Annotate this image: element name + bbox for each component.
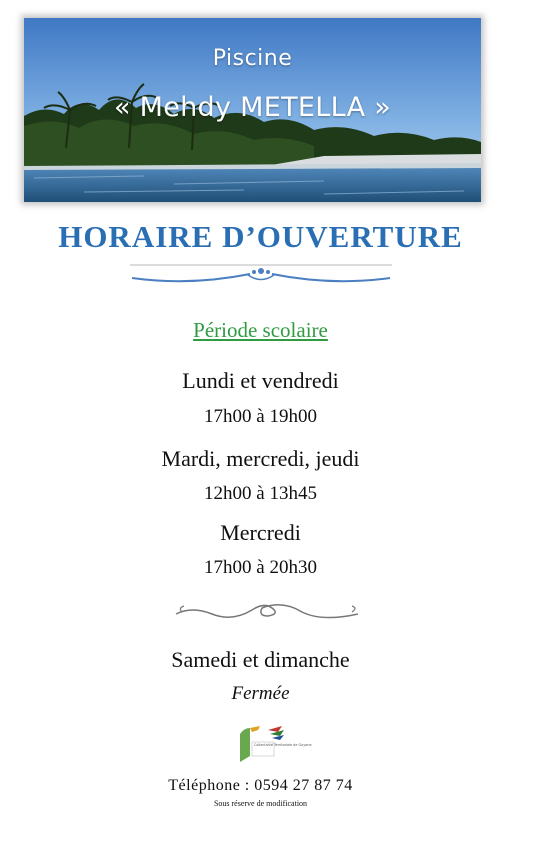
period-heading: Période scolaire xyxy=(193,318,328,342)
banner-pool-label: Piscine xyxy=(212,46,293,71)
collectivite-logo xyxy=(234,724,312,768)
page-title: HORAIRE D’OUVERTURE xyxy=(58,219,463,254)
phone-number: Téléphone : 0594 27 87 74 xyxy=(168,777,353,794)
swirl-divider xyxy=(172,598,362,626)
weekend-status: Fermée xyxy=(231,683,290,704)
banner-pool-name: « Mehdy METELLA » xyxy=(113,92,392,123)
pool-banner-image xyxy=(24,18,481,202)
schedule-hours-1: 17h00 à 19h00 xyxy=(204,406,317,427)
schedule-hours-3: 17h00 à 20h30 xyxy=(204,557,317,578)
disclaimer-note: Sous réserve de modification xyxy=(213,799,308,808)
schedule-days-3: Mercredi xyxy=(220,520,301,545)
schedule-days-1: Lundi et vendredi xyxy=(182,368,339,393)
logo-text: Collectivité Territoriale de Guyane xyxy=(254,743,312,747)
weekend-days: Samedi et dimanche xyxy=(171,647,350,672)
schedule-days-2: Mardi, mercredi, jeudi xyxy=(161,446,360,471)
ornamental-divider xyxy=(130,262,392,288)
schedule-hours-2: 12h00 à 13h45 xyxy=(204,483,317,504)
